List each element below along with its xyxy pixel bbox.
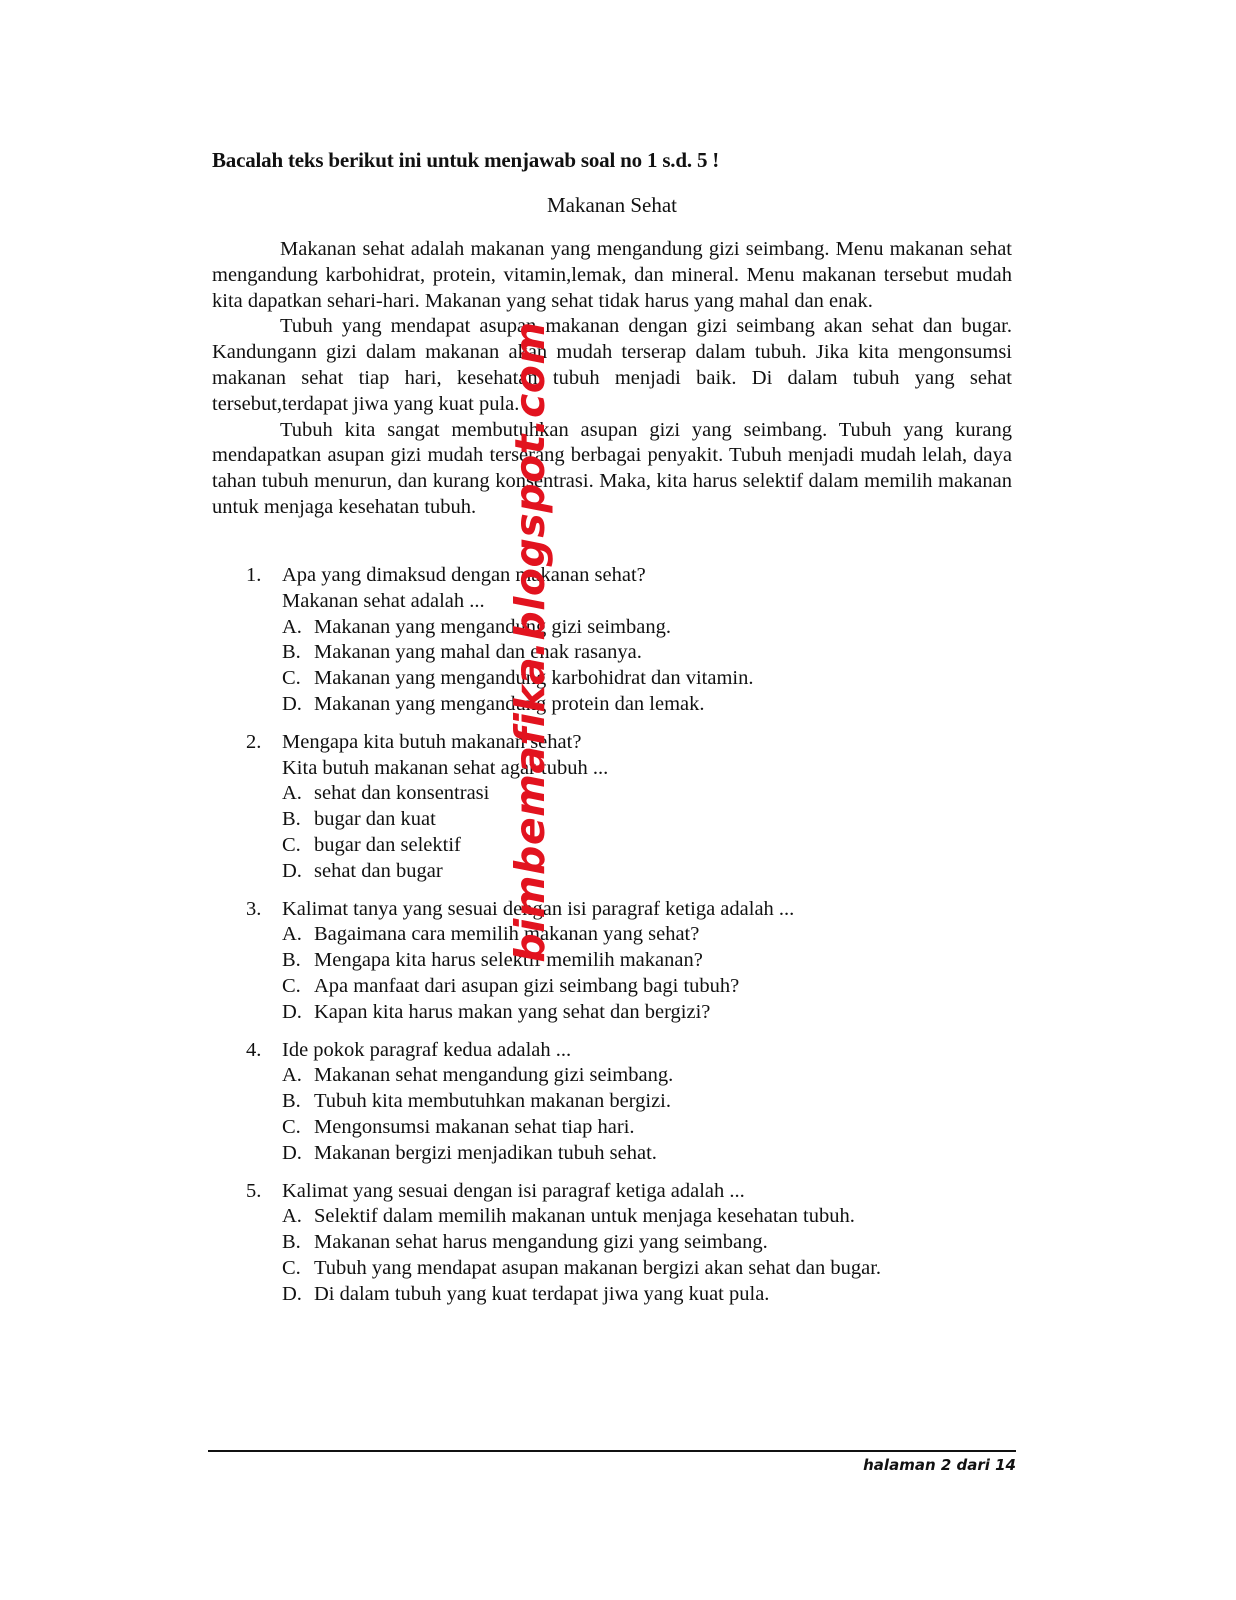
option-letter: B. (282, 1231, 301, 1254)
answer-options (212, 615, 1012, 718)
option-c (282, 833, 1012, 859)
option-text: Makanan sehat mengandung gizi seimbang. (314, 1064, 674, 1087)
blog-watermark: bimbemafika.blogspot.com (506, 321, 554, 963)
option-a (282, 781, 1012, 807)
option-text: Makanan yang mengandung gizi seimbang. (314, 615, 671, 638)
passage-paragraph-1: Makanan sehat adalah makanan yang mengandung gizi seimbang. Menu makanan sehat mengandung karbohidrat, protein, vitamin,lemak, dan mineral. Menu makanan tersebut mudah kita dapatkan sehari-hari. Makanan yang sehat tidak harus yang mahal dan enak. (212, 238, 1012, 312)
option-letter: B. (282, 949, 301, 972)
passage-paragraph-2: Tubuh yang mendapat asupan makanan dengan gizi seimbang akan sehat dan bugar. Kandungann gizi dalam makanan akan mudah terserap dalam tubuh. Jika kita mengonsumsi makanan sehat tiap hari, kesehatan tubuh menjadi baik. Di dalam tubuh yang sehat tersebut,terdapat jiwa yang kuat pula. (212, 315, 1012, 415)
question-3 (212, 897, 1012, 1026)
answer-options (212, 1204, 1012, 1307)
option-letter: D. (282, 1282, 302, 1305)
option-text: Makanan bergizi menjadikan tubuh sehat. (314, 1141, 657, 1164)
option-text: Makanan yang mengandung karbohidrat dan vitamin. (314, 667, 754, 690)
option-letter: D. (282, 1000, 302, 1023)
option-text: Bagaimana cara memilih makanan yang sehat? (314, 923, 700, 946)
answer-options (212, 1063, 1012, 1166)
option-c (282, 974, 1012, 1000)
option-letter: C. (282, 974, 301, 997)
option-text: Kapan kita harus makan yang sehat dan bergizi? (314, 1000, 711, 1023)
option-letter: C. (282, 667, 301, 690)
option-letter: A. (282, 923, 302, 946)
footer-divider (208, 1450, 1016, 1452)
option-letter: D. (282, 1141, 302, 1164)
option-letter: C. (282, 833, 301, 856)
option-text: Makanan sehat harus mengandung gizi yang seimbang. (314, 1231, 768, 1254)
option-a (282, 615, 1012, 641)
option-text: Makanan yang mahal dan enak rasanya. (314, 641, 642, 664)
option-letter: A. (282, 615, 302, 638)
option-d (282, 1000, 1012, 1026)
option-text: bugar dan kuat (314, 808, 436, 831)
question-text: Kalimat yang sesuai dengan isi paragraf ketiga adalah ... (282, 1179, 745, 1202)
question-number: 4. (246, 1038, 262, 1061)
option-c (282, 1256, 1012, 1282)
question-1 (212, 563, 1012, 718)
option-text: Selektif dalam memilih makanan untuk menjaga kesehatan tubuh. (314, 1205, 855, 1228)
option-letter: D. (282, 692, 302, 715)
reading-passage (212, 237, 1012, 521)
page-number-footer: halaman 2 dari 14 (863, 1456, 1016, 1474)
passage-title: Makanan Sehat (546, 193, 678, 217)
option-c (282, 666, 1012, 692)
option-letter: A. (282, 1064, 302, 1087)
reading-instruction: Bacalah teks berikut ini untuk menjawab soal no 1 s.d. 5 ! (212, 148, 720, 172)
option-c (282, 1115, 1012, 1141)
question-list (212, 563, 1012, 1320)
option-b (282, 1089, 1012, 1115)
option-d (282, 1282, 1012, 1308)
option-a (282, 1063, 1012, 1089)
option-text: Mengonsumsi makanan sehat tiap hari. (314, 1115, 635, 1138)
option-text: Di dalam tubuh yang kuat terdapat jiwa yang kuat pula. (314, 1282, 770, 1305)
option-d (282, 859, 1012, 885)
option-text: Apa manfaat dari asupan gizi seimbang bagi tubuh? (314, 974, 740, 997)
question-number: 1. (246, 564, 262, 586)
option-letter: A. (282, 1205, 302, 1228)
option-text: sehat dan bugar (314, 859, 443, 882)
option-text: Tubuh kita membutuhkan makanan bergizi. (314, 1090, 671, 1113)
option-letter: B. (282, 808, 301, 831)
option-letter: D. (282, 859, 302, 882)
option-letter: A. (282, 782, 302, 805)
option-a (282, 1204, 1012, 1230)
option-b (282, 807, 1012, 833)
answer-options (212, 922, 1012, 1025)
option-text: Tubuh yang mendapat asupan makanan bergizi akan sehat dan bugar. (314, 1256, 882, 1279)
answer-options (212, 781, 1012, 884)
option-text: Makanan yang mengandung protein dan lemak. (314, 692, 705, 715)
option-text: sehat dan konsentrasi (314, 782, 490, 805)
option-b (282, 1230, 1012, 1256)
question-4 (212, 1038, 1012, 1167)
option-a (282, 922, 1012, 948)
option-letter: B. (282, 1090, 301, 1113)
option-letter: C. (282, 1115, 301, 1138)
question-number: 5. (246, 1179, 262, 1202)
option-text: Mengapa kita harus selektif memilih makanan? (314, 949, 703, 972)
option-text: bugar dan selektif (314, 833, 461, 856)
question-prompt: Makanan sehat adalah ... (282, 589, 485, 612)
question-prompt: Kita butuh makanan sehat agar tubuh ... (282, 756, 609, 779)
question-5 (212, 1179, 1012, 1308)
option-d (282, 692, 1012, 718)
option-letter: C. (282, 1256, 301, 1279)
question-text: Kalimat tanya yang sesuai dengan isi paragraf ketiga adalah ... (282, 897, 795, 920)
option-d (282, 1141, 1012, 1167)
question-number: 2. (246, 730, 262, 753)
question-text: Ide pokok paragraf kedua adalah ... (282, 1038, 572, 1061)
option-b (282, 948, 1012, 974)
question-text: Apa yang dimaksud dengan makanan sehat? (282, 564, 646, 586)
question-number: 3. (246, 897, 262, 920)
passage-paragraph-3: Tubuh kita sangat membutuhkan asupan gizi yang seimbang. Tubuh yang kurang mendapatkan asupan gizi mudah terserang berbagai penyakit. Tubuh menjadi mudah lelah, daya tahan tubuh menurun, dan kurang konsentrasi. Maka, kita harus selektif dalam memilih makanan untuk menjaga kesehatan tubuh. (212, 418, 1012, 518)
question-text: Mengapa kita butuh makanan sehat? (282, 730, 582, 753)
option-letter: B. (282, 641, 301, 664)
question-2 (212, 730, 1012, 885)
option-b (282, 640, 1012, 666)
